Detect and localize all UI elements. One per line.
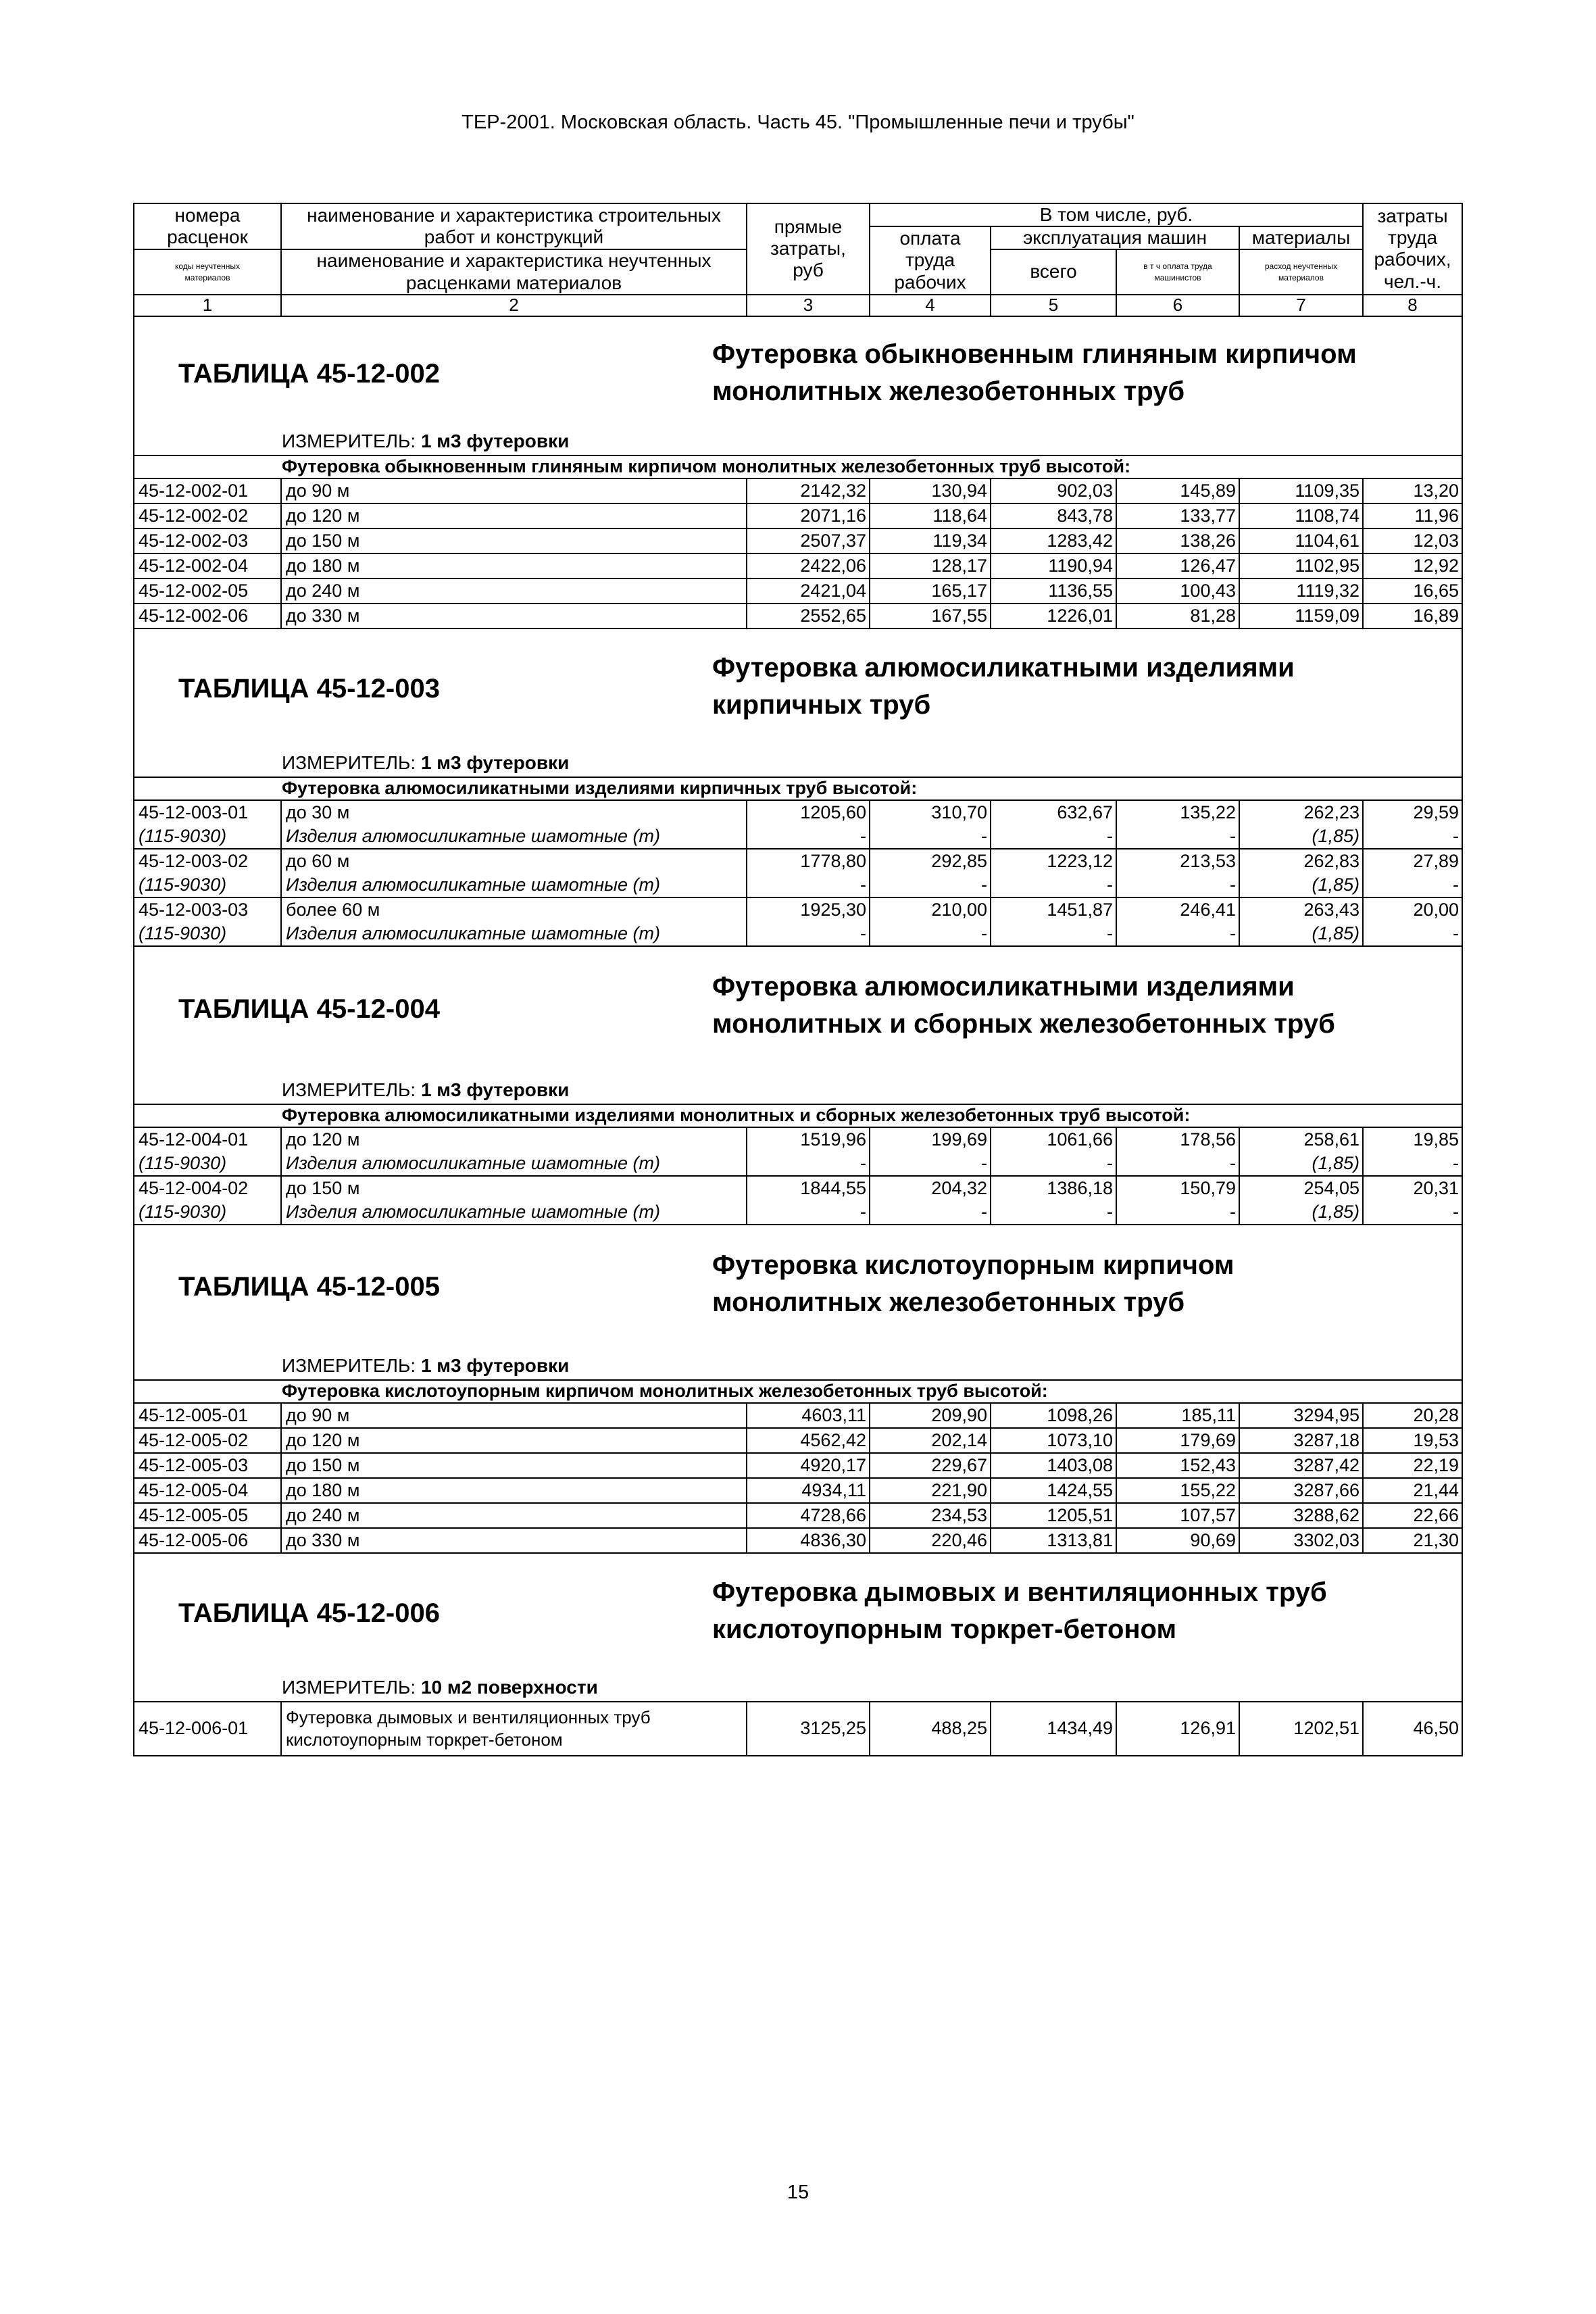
rate-name: до 180 м <box>281 553 747 578</box>
table-title <box>712 1574 1455 1648</box>
measure-value: 1 м3 футеровки <box>420 430 570 451</box>
material-value: - <box>1363 1152 1462 1176</box>
rate-code: 45-12-005-03 <box>134 1453 281 1478</box>
material-name: Изделия алюмосиликатные шамотные (т) <box>281 873 747 897</box>
rate-value: 1119,32 <box>1239 578 1363 604</box>
rate-value: 220,46 <box>870 1528 991 1553</box>
rate-value: 3287,66 <box>1239 1478 1363 1503</box>
rate-value: 100,43 <box>1116 578 1239 604</box>
material-code: (115-9030) <box>134 1152 281 1176</box>
table-title-line: Футеровка дымовых и вентиляционных труб <box>712 1577 1327 1608</box>
material-code: (115-9030) <box>134 922 281 946</box>
measure-value: 1 м3 футеровки <box>420 752 570 773</box>
rate-value: 126,47 <box>1116 553 1239 578</box>
rate-value: 165,17 <box>870 578 991 604</box>
rate-value: 4836,30 <box>747 1528 870 1553</box>
rate-name: до 150 м <box>281 1453 747 1478</box>
table-row <box>134 1702 1462 1756</box>
table-section-header <box>134 1553 1462 1702</box>
table-section-header <box>134 946 1462 1104</box>
table-row <box>134 849 1462 873</box>
rate-value: 292,85 <box>870 849 991 873</box>
rate-code: 45-12-005-06 <box>134 1528 281 1553</box>
material-value: - <box>870 1152 991 1176</box>
rate-value: 107,57 <box>1116 1503 1239 1528</box>
rate-value: 22,66 <box>1363 1503 1462 1528</box>
rate-value: 1102,95 <box>1239 553 1363 578</box>
rate-value: 11,96 <box>1363 503 1462 528</box>
rate-value: 1925,30 <box>747 897 870 922</box>
rate-code: 45-12-003-01 <box>134 800 281 824</box>
rate-value: 234,53 <box>870 1503 991 1528</box>
rate-value: 258,61 <box>1239 1127 1363 1152</box>
table-title <box>712 968 1455 1043</box>
table-row <box>134 578 1462 604</box>
material-value: (1,85) <box>1239 1152 1363 1176</box>
rate-value: 3302,03 <box>1239 1528 1363 1553</box>
rate-name: более 60 м <box>281 897 747 922</box>
rate-value: 119,34 <box>870 528 991 553</box>
material-value: (1,85) <box>1239 873 1363 897</box>
rate-name: до 240 м <box>281 578 747 604</box>
rate-name: Футеровка дымовых и вентиляционных труб кислотоупорным торкрет-бетоном <box>281 1702 747 1756</box>
rate-value: 1190,94 <box>991 553 1116 578</box>
rate-value: 2552,65 <box>747 604 870 629</box>
rate-code: 45-12-002-01 <box>134 478 281 503</box>
rate-value: 46,50 <box>1363 1702 1462 1756</box>
rate-code: 45-12-002-04 <box>134 553 281 578</box>
table-row <box>134 528 1462 553</box>
rate-value: 199,69 <box>870 1127 991 1152</box>
rate-value: 3288,62 <box>1239 1503 1363 1528</box>
rate-value: 209,90 <box>870 1403 991 1428</box>
rate-value: 3287,42 <box>1239 1453 1363 1478</box>
material-code: (115-9030) <box>134 824 281 849</box>
rate-value: 488,25 <box>870 1702 991 1756</box>
rate-value: 20,00 <box>1363 897 1462 922</box>
rate-name: до 120 м <box>281 1127 747 1152</box>
rate-value: 152,43 <box>1116 1453 1239 1478</box>
rate-value: 155,22 <box>1116 1478 1239 1503</box>
section-subtitle: Футеровка алюмосиликатными изделиями кирпичных труб высотой: <box>134 777 1462 800</box>
rate-value: 1451,87 <box>991 897 1116 922</box>
section-block <box>134 316 1462 456</box>
rate-value: 1098,26 <box>991 1403 1116 1428</box>
table-row <box>134 1503 1462 1528</box>
material-name: Изделия алюмосиликатные шамотные (т) <box>281 824 747 849</box>
rate-value: 19,85 <box>1363 1127 1462 1152</box>
column-index: 1 <box>134 295 281 316</box>
rate-value: 1136,55 <box>991 578 1116 604</box>
rate-value: 1434,49 <box>991 1702 1116 1756</box>
rate-value: 178,56 <box>1116 1127 1239 1152</box>
table-title-line: монолитных и сборных железобетонных труб <box>712 1009 1335 1039</box>
rate-value: 1108,74 <box>1239 503 1363 528</box>
table-title-line: кислотоупорным торкрет-бетоном <box>712 1615 1177 1645</box>
rate-name: до 330 м <box>281 604 747 629</box>
material-value: - <box>1116 824 1239 849</box>
page-number: 15 <box>787 2182 809 2203</box>
rate-name: до 120 м <box>281 503 747 528</box>
section-subtitle-row <box>134 777 1462 800</box>
measure-label: ИЗМЕРИТЕЛЬ: <box>282 430 416 451</box>
material-name: Изделия алюмосиликатные шамотные (т) <box>281 922 747 946</box>
rate-value: 16,65 <box>1363 578 1462 604</box>
column-index: 2 <box>281 295 747 316</box>
rate-value: 118,64 <box>870 503 991 528</box>
rate-value: 16,89 <box>1363 604 1462 629</box>
table-number: ТАБЛИЦА 45-12-005 <box>178 1272 440 1302</box>
rate-value: 246,41 <box>1116 897 1239 922</box>
column-index: 4 <box>870 295 991 316</box>
rate-value: 2422,06 <box>747 553 870 578</box>
rate-name: до 60 м <box>281 849 747 873</box>
rate-value: 150,79 <box>1116 1176 1239 1200</box>
rate-value: 1205,60 <box>747 800 870 824</box>
column-index: 8 <box>1363 295 1462 316</box>
table-number: ТАБЛИЦА 45-12-006 <box>178 1598 440 1629</box>
table-number: ТАБЛИЦА 45-12-002 <box>178 358 440 389</box>
rate-value: 133,77 <box>1116 503 1239 528</box>
section-block <box>134 1553 1462 1702</box>
material-row <box>134 824 1462 849</box>
material-value: - <box>1363 873 1462 897</box>
rate-value: 262,83 <box>1239 849 1363 873</box>
material-value: - <box>747 922 870 946</box>
rate-value: 2507,37 <box>747 528 870 553</box>
column-index: 6 <box>1116 295 1239 316</box>
rate-name: до 330 м <box>281 1528 747 1553</box>
table-row <box>134 1478 1462 1503</box>
material-value: - <box>991 1152 1116 1176</box>
rate-value: 128,17 <box>870 553 991 578</box>
rate-code: 45-12-005-05 <box>134 1503 281 1528</box>
material-value: - <box>1116 1200 1239 1225</box>
rate-value: 13,20 <box>1363 478 1462 503</box>
rate-value: 1061,66 <box>991 1127 1116 1152</box>
rate-value: 1519,96 <box>747 1127 870 1152</box>
table-number: ТАБЛИЦА 45-12-004 <box>178 994 440 1025</box>
table-title-line: Футеровка алюмосиликатными изделиями <box>712 653 1295 683</box>
table-title-line: Футеровка кислотоупорным кирпичом <box>712 1250 1235 1280</box>
section-block <box>134 629 1462 777</box>
measure-unit <box>282 1079 569 1101</box>
measure-unit <box>282 430 569 452</box>
rate-value: 1109,35 <box>1239 478 1363 503</box>
material-value: - <box>747 1152 870 1176</box>
rate-value: 21,44 <box>1363 1478 1462 1503</box>
measure-unit <box>282 1355 569 1377</box>
rate-value: 185,11 <box>1116 1403 1239 1428</box>
material-name: Изделия алюмосиликатные шамотные (т) <box>281 1152 747 1176</box>
rate-value: 3287,18 <box>1239 1428 1363 1453</box>
material-value: - <box>1363 922 1462 946</box>
table-row <box>134 1528 1462 1553</box>
material-code: (115-9030) <box>134 1200 281 1225</box>
rate-code: 45-12-002-03 <box>134 528 281 553</box>
material-row <box>134 873 1462 897</box>
rate-value: 20,31 <box>1363 1176 1462 1200</box>
table-row <box>134 553 1462 578</box>
material-value: - <box>870 824 991 849</box>
section-subtitle: Футеровка обыкновенным глиняным кирпичом монолитных железобетонных труб высотой: <box>134 456 1462 478</box>
material-value: - <box>991 1200 1116 1225</box>
rate-value: 145,89 <box>1116 478 1239 503</box>
rate-value: 1205,51 <box>991 1503 1116 1528</box>
measure-label: ИЗМЕРИТЕЛЬ: <box>282 1676 416 1698</box>
col7-header: расход неучтенных материалов <box>1239 249 1363 294</box>
table-title-line: кирпичных труб <box>712 690 931 720</box>
rate-value: 1778,80 <box>747 849 870 873</box>
rate-name: до 90 м <box>281 478 747 503</box>
rate-value: 138,26 <box>1116 528 1239 553</box>
material-value: - <box>1116 873 1239 897</box>
col3-header: прямые затраты, руб <box>747 203 870 295</box>
col8-header: затраты труда рабочих, чел.-ч. <box>1363 203 1462 295</box>
rate-value: 1073,10 <box>991 1428 1116 1453</box>
rate-value: 3294,95 <box>1239 1403 1363 1428</box>
material-value: - <box>991 824 1116 849</box>
material-value: - <box>747 1200 870 1225</box>
col2-header: наименование и характеристика строительных работ и конструкций <box>281 203 747 249</box>
rate-code: 45-12-005-02 <box>134 1428 281 1453</box>
table-title <box>712 336 1455 410</box>
table-row <box>134 478 1462 503</box>
rate-value: 229,67 <box>870 1453 991 1478</box>
rate-code: 45-12-006-01 <box>134 1702 281 1756</box>
rate-value: 1223,12 <box>991 849 1116 873</box>
rate-value: 179,69 <box>1116 1428 1239 1453</box>
rate-value: 1104,61 <box>1239 528 1363 553</box>
materials-header: материалы <box>1239 226 1363 249</box>
rate-value: 4603,11 <box>747 1403 870 1428</box>
material-value: - <box>1363 1200 1462 1225</box>
col2-sub-header: наименование и характеристика неучтенных расценками материалов <box>281 249 747 294</box>
rate-value: 167,55 <box>870 604 991 629</box>
rate-name: до 150 м <box>281 1176 747 1200</box>
rate-value: 262,23 <box>1239 800 1363 824</box>
material-value: (1,85) <box>1239 824 1363 849</box>
table-title <box>712 649 1455 724</box>
rate-value: 2142,32 <box>747 478 870 503</box>
table-row <box>134 604 1462 629</box>
material-row <box>134 1200 1462 1225</box>
material-value: - <box>1116 922 1239 946</box>
rate-value: 210,00 <box>870 897 991 922</box>
table-row <box>134 503 1462 528</box>
measure-label: ИЗМЕРИТЕЛЬ: <box>282 1354 416 1376</box>
rate-value: 4934,11 <box>747 1478 870 1503</box>
rate-value: 843,78 <box>991 503 1116 528</box>
rate-value: 12,92 <box>1363 553 1462 578</box>
rate-code: 45-12-003-03 <box>134 897 281 922</box>
material-value: (1,85) <box>1239 1200 1363 1225</box>
rate-code: 45-12-002-06 <box>134 604 281 629</box>
material-value: - <box>991 922 1116 946</box>
rate-value: 1283,42 <box>991 528 1116 553</box>
rate-value: 29,59 <box>1363 800 1462 824</box>
section-subtitle-row <box>134 1380 1462 1403</box>
col4-header: оплата труда рабочих <box>870 226 991 295</box>
rate-value: 135,22 <box>1116 800 1239 824</box>
rate-value: 1403,08 <box>991 1453 1116 1478</box>
table-row <box>134 1176 1462 1200</box>
document-header: ТЕР-2001. Московская область. Часть 45. "Промышленные печи и трубы" <box>462 112 1134 133</box>
material-value: - <box>870 922 991 946</box>
column-index: 3 <box>747 295 870 316</box>
rate-value: 1844,55 <box>747 1176 870 1200</box>
column-index: 7 <box>1239 295 1363 316</box>
table-title-line: Футеровка алюмосиликатными изделиями <box>712 972 1295 1002</box>
table-row <box>134 1403 1462 1428</box>
measure-unit <box>282 1677 598 1698</box>
section-block <box>134 946 1462 1104</box>
measure-label: ИЗМЕРИТЕЛЬ: <box>282 1079 416 1100</box>
table-row <box>134 897 1462 922</box>
rate-value: 130,94 <box>870 478 991 503</box>
table-section-header <box>134 629 1462 777</box>
col6-header: в т ч оплата труда машинистов <box>1116 249 1239 294</box>
rate-name: до 240 м <box>281 1503 747 1528</box>
rate-value: 204,32 <box>870 1176 991 1200</box>
material-value: - <box>870 873 991 897</box>
rate-value: 21,30 <box>1363 1528 1462 1553</box>
table-section-header <box>134 1225 1462 1380</box>
material-code: (115-9030) <box>134 873 281 897</box>
rates-table <box>133 203 1463 1756</box>
rate-value: 22,19 <box>1363 1453 1462 1478</box>
group-header: В том числе, руб. <box>870 203 1363 226</box>
rate-value: 310,70 <box>870 800 991 824</box>
rates-table-wrapper <box>133 203 1462 1756</box>
material-value: - <box>991 873 1116 897</box>
section-subtitle-row <box>134 1104 1462 1127</box>
col5-header: всего <box>991 249 1116 294</box>
rate-value: 126,91 <box>1116 1702 1239 1756</box>
measure-unit <box>282 752 569 774</box>
rate-value: 12,03 <box>1363 528 1462 553</box>
rate-value: 3125,25 <box>747 1702 870 1756</box>
rate-value: 202,14 <box>870 1428 991 1453</box>
material-name: Изделия алюмосиликатные шамотные (т) <box>281 1200 747 1225</box>
rate-name: до 30 м <box>281 800 747 824</box>
material-value: (1,85) <box>1239 922 1363 946</box>
measure-label: ИЗМЕРИТЕЛЬ: <box>282 752 416 773</box>
rate-name: до 90 м <box>281 1403 747 1428</box>
col1-header: номера расценок <box>134 203 281 249</box>
material-value: - <box>747 824 870 849</box>
rate-value: 1202,51 <box>1239 1702 1363 1756</box>
section-subtitle: Футеровка алюмосиликатными изделиями монолитных и сборных железобетонных труб высотой: <box>134 1104 1462 1127</box>
measure-value: 10 м2 поверхности <box>420 1676 598 1698</box>
measure-value: 1 м3 футеровки <box>420 1079 570 1100</box>
material-row <box>134 922 1462 946</box>
table-number: ТАБЛИЦА 45-12-003 <box>178 674 440 704</box>
material-value: - <box>747 873 870 897</box>
rate-value: 254,05 <box>1239 1176 1363 1200</box>
rate-value: 4920,17 <box>747 1453 870 1478</box>
table-section-header <box>134 316 1462 456</box>
rate-value: 2421,04 <box>747 578 870 604</box>
table-title-line: Футеровка обыкновенным глиняным кирпичом <box>712 339 1357 370</box>
section-block <box>134 1225 1462 1380</box>
table-title-line: монолитных железобетонных труб <box>712 376 1185 407</box>
rate-value: 1424,55 <box>991 1478 1116 1503</box>
rate-value: 90,69 <box>1116 1528 1239 1553</box>
section-subtitle: Футеровка кислотоупорным кирпичом монолитных железобетонных труб высотой: <box>134 1380 1462 1403</box>
rate-value: 213,53 <box>1116 849 1239 873</box>
rate-name: до 150 м <box>281 528 747 553</box>
table-row <box>134 1127 1462 1152</box>
rate-value: 263,43 <box>1239 897 1363 922</box>
rate-value: 20,28 <box>1363 1403 1462 1428</box>
rate-code: 45-12-002-02 <box>134 503 281 528</box>
rate-value: 19,53 <box>1363 1428 1462 1453</box>
measure-value: 1 м3 футеровки <box>420 1354 570 1376</box>
section-subtitle-row <box>134 456 1462 478</box>
rate-code: 45-12-005-04 <box>134 1478 281 1503</box>
rate-value: 81,28 <box>1116 604 1239 629</box>
table-title-line: монолитных железобетонных труб <box>712 1287 1185 1317</box>
rate-code: 45-12-005-01 <box>134 1403 281 1428</box>
column-index: 5 <box>991 295 1116 316</box>
rate-value: 2071,16 <box>747 503 870 528</box>
rate-value: 221,90 <box>870 1478 991 1503</box>
rate-name: до 120 м <box>281 1428 747 1453</box>
material-value: - <box>1116 1152 1239 1176</box>
rate-value: 1226,01 <box>991 604 1116 629</box>
col1-sub-header: коды неучтенных материалов <box>134 249 281 294</box>
rate-code: 45-12-002-05 <box>134 578 281 604</box>
table-row <box>134 800 1462 824</box>
table-title <box>712 1247 1455 1321</box>
rate-value: 4562,42 <box>747 1428 870 1453</box>
table-row <box>134 1428 1462 1453</box>
rate-value: 632,67 <box>991 800 1116 824</box>
material-value: - <box>870 1200 991 1225</box>
rate-value: 27,89 <box>1363 849 1462 873</box>
rate-value: 4728,66 <box>747 1503 870 1528</box>
rate-value: 1313,81 <box>991 1528 1116 1553</box>
table-row <box>134 1453 1462 1478</box>
rate-value: 1386,18 <box>991 1176 1116 1200</box>
rate-name: до 180 м <box>281 1478 747 1503</box>
material-row <box>134 1152 1462 1176</box>
rate-code: 45-12-004-02 <box>134 1176 281 1200</box>
rate-code: 45-12-003-02 <box>134 849 281 873</box>
rate-value: 902,03 <box>991 478 1116 503</box>
machines-header: эксплуатация машин <box>991 226 1239 249</box>
column-headers <box>134 203 1462 316</box>
rate-value: 1159,09 <box>1239 604 1363 629</box>
material-value: - <box>1363 824 1462 849</box>
rate-code: 45-12-004-01 <box>134 1127 281 1152</box>
